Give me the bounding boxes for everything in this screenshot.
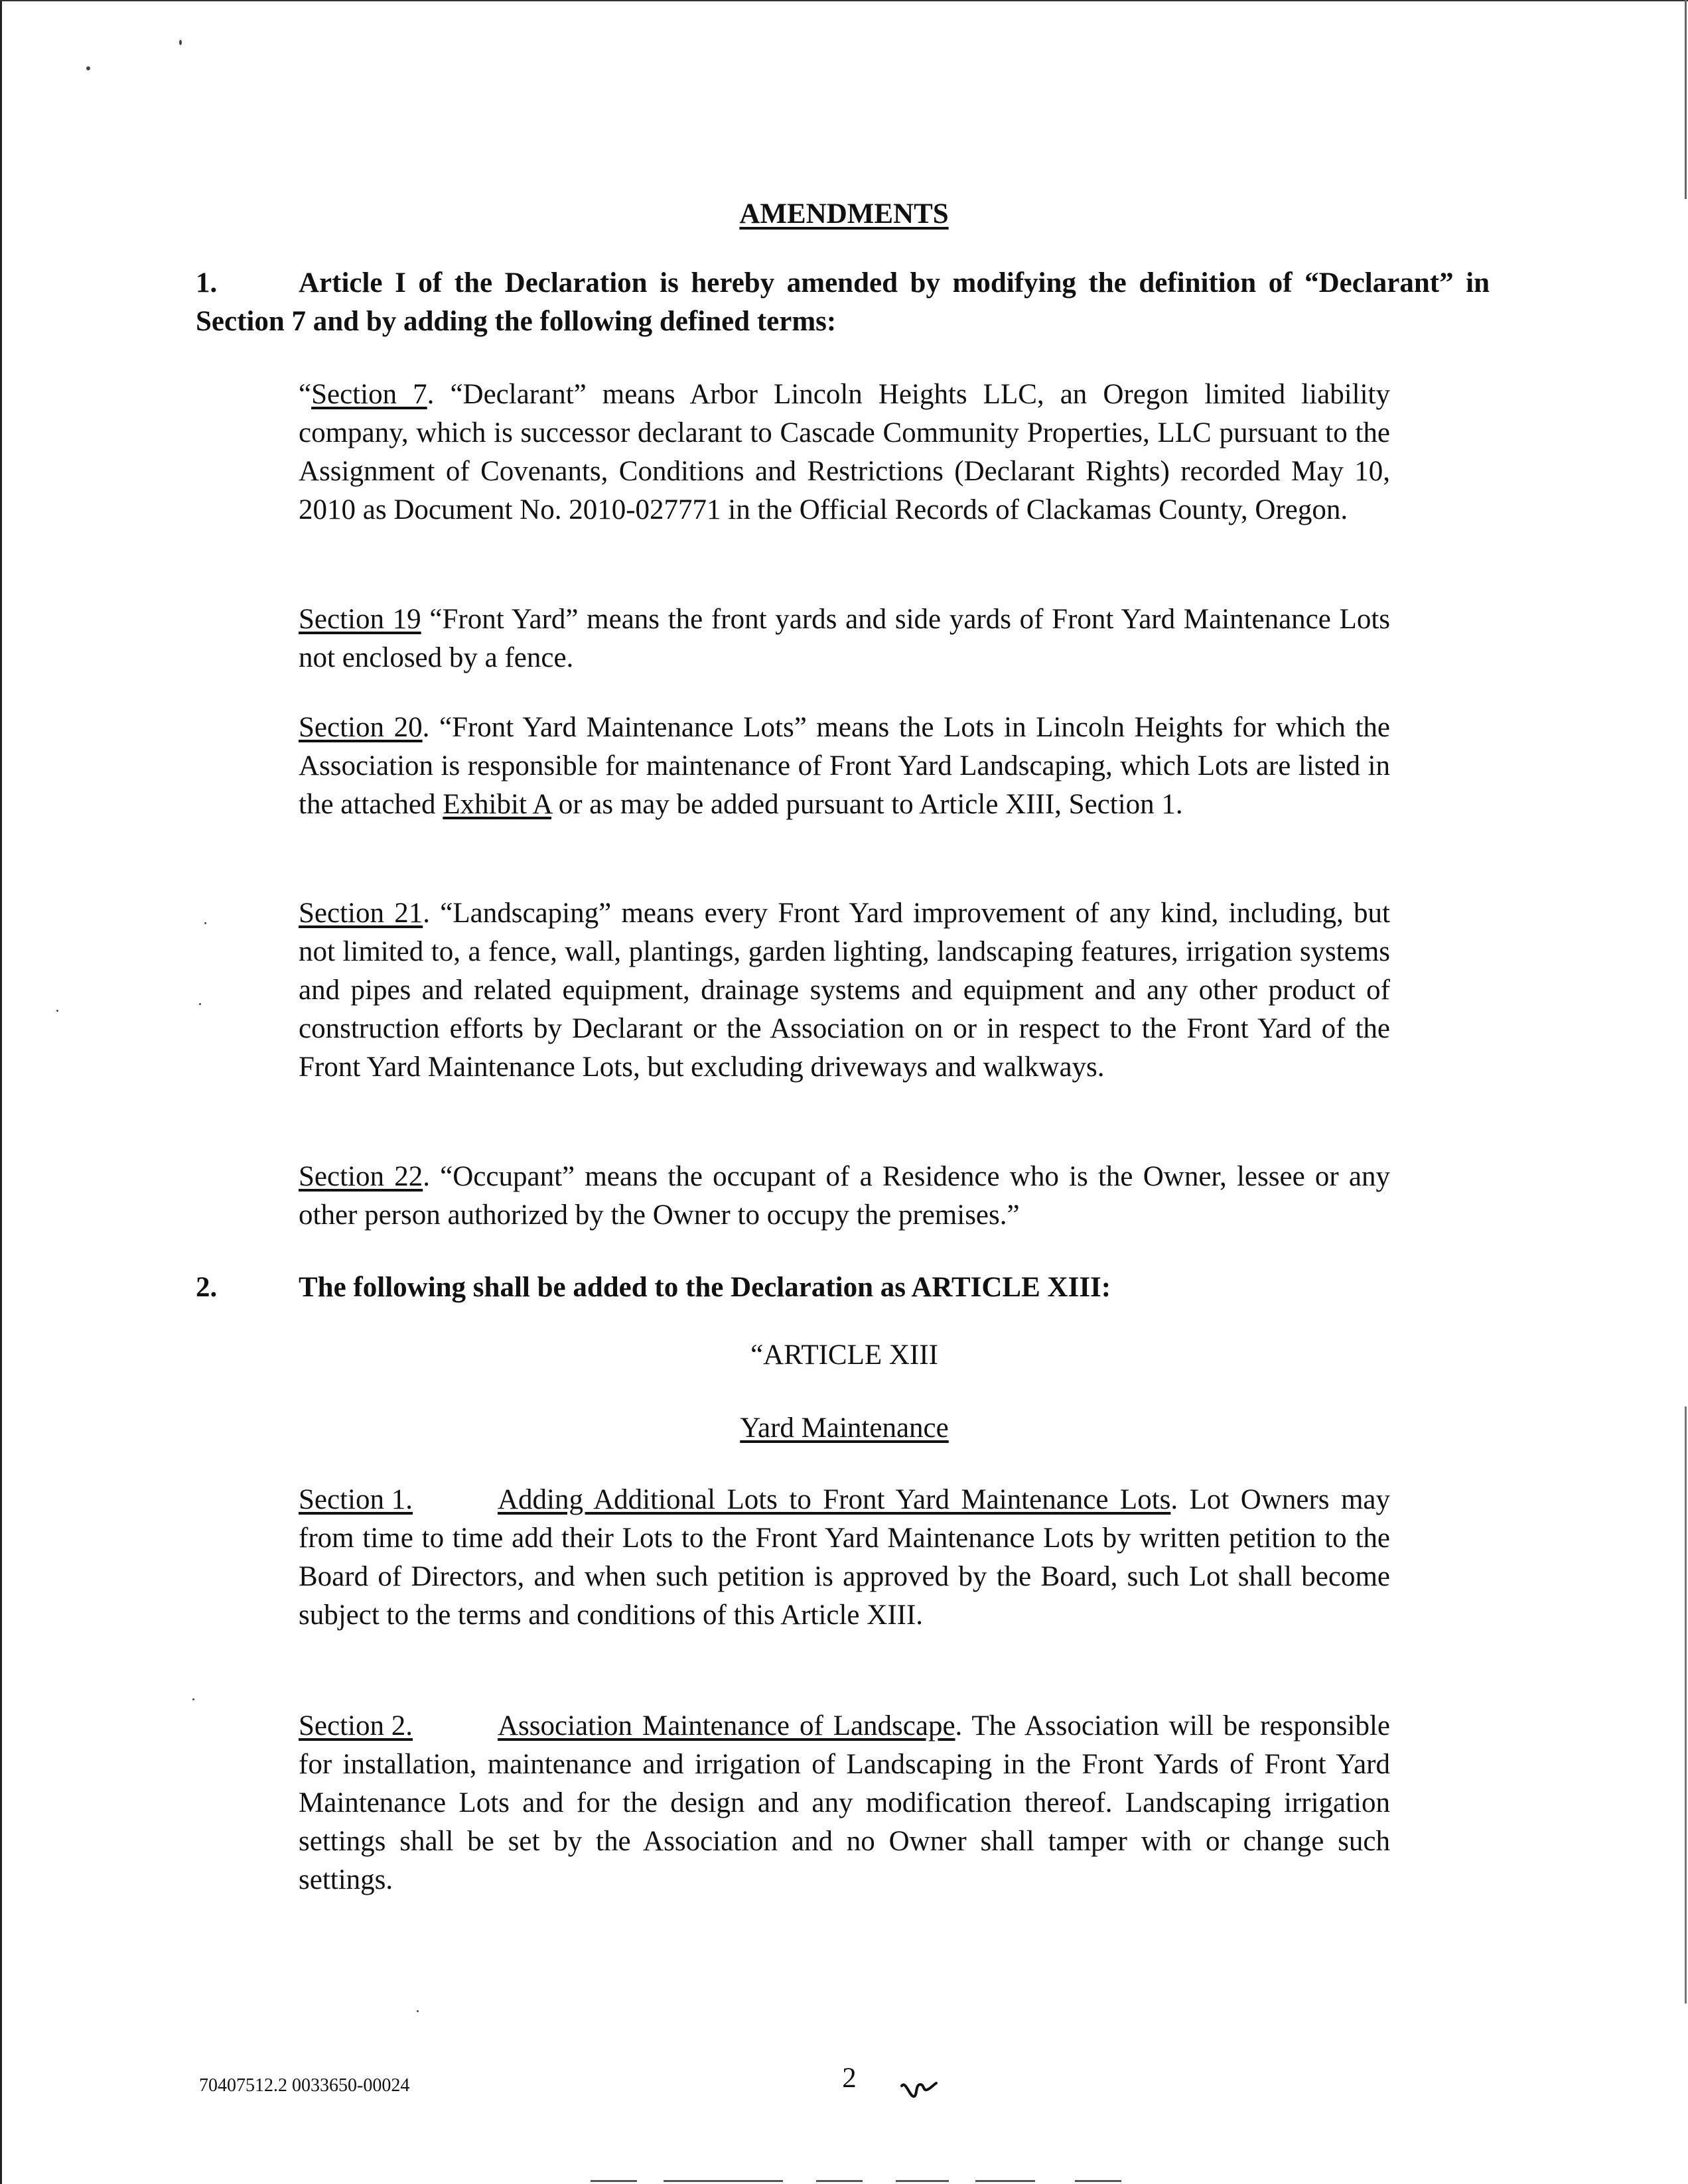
- section-text: . “Front Yard Maintenance Lots” means the Lots in Lincoln Heights for which the Association is responsible for maintenance of Front Yard Landscaping, which Lots are listed in the attached: [299, 712, 1390, 820]
- section-label: Section 19: [299, 604, 421, 635]
- section-7-paragraph: [299, 375, 1390, 529]
- section-label: Section 22: [299, 1161, 423, 1192]
- section-text: . Lot Owners may from time to time add their Lots to the Front Yard Maintenance Lots by written petition to the Board of Directors, and when such petition is approved by the Board, such Lot shall become subject to the terms and conditions of this Article XIII.: [299, 1484, 1390, 1631]
- section-19-paragraph: [299, 600, 1390, 677]
- item-number: 1.: [196, 267, 218, 299]
- section-21-paragraph: [299, 894, 1390, 1087]
- section-text-cont: or as may be added pursuant to Article XIII, Section 1.: [551, 789, 1183, 820]
- scan-dash: [975, 2180, 1035, 2182]
- scan-dash: [896, 2180, 949, 2182]
- page-number: 2: [842, 2063, 857, 2094]
- scan-dash: [591, 2180, 637, 2182]
- section-title: Association Maintenance of Landscape: [498, 1710, 955, 1741]
- section-label: Section 7: [311, 379, 427, 410]
- article-subheading-row: [299, 1412, 1390, 1444]
- open-quote: “: [299, 379, 312, 410]
- scan-edge-left: [0, 0, 2, 2184]
- article-section-2-paragraph: [299, 1707, 1390, 1899]
- handwritten-initial: [899, 2077, 939, 2103]
- scan-edge-right-mid: [1685, 1406, 1687, 2004]
- section-label: Section 1.: [299, 1484, 413, 1515]
- article-subheading: Yard Maintenance: [740, 1412, 949, 1444]
- scan-dash: [664, 2180, 783, 2182]
- scan-speck: [199, 1003, 201, 1005]
- section-22-paragraph: [299, 1158, 1390, 1235]
- section-text: . “Declarant” means Arbor Lincoln Heights LLC, an Oregon limited liability company, which is successor declarant to Cascade Community Properties, LLC pursuant to the Assignment of Covenants, Conditions and Restrictions (Declarant Rights) recorded May 10, 2010 as Document No. 2010-027771 in the Official Records of Clackamas County, Oregon.: [299, 379, 1390, 525]
- page-title: AMENDMENTS: [739, 198, 949, 230]
- section-text: “Front Yard” means the front yards and side yards of Front Yard Maintenance Lots not enclosed by a fence.: [299, 604, 1390, 673]
- scan-speck: [56, 1010, 58, 1012]
- scan-speck: [192, 1698, 194, 1700]
- section-label: Section 20: [299, 712, 423, 743]
- document-id: 70407512.2 0033650-00024: [199, 2075, 410, 2096]
- article-section-1-paragraph: [299, 1481, 1390, 1635]
- section-label: Section 2.: [299, 1710, 413, 1741]
- scan-speck: [179, 40, 182, 45]
- section-text: . The Association will be responsible for installation, maintenance and irrigation of Landscaping in the Front Yards of Front Yard Maintenance Lots and for the design and any modification thereof. Landscaping irrigation settings shall be set by the Association and no Owner shall tamper with or change such settings.: [299, 1710, 1390, 1895]
- scan-edge-right-top: [1685, 0, 1687, 199]
- section-label: Section 21: [299, 898, 423, 929]
- section-text: . “Occupant” means the occupant of a Residence who is the Owner, lessee or any other person authorized by the Owner to occupy the premises.”: [299, 1161, 1390, 1231]
- section-20-paragraph: [299, 709, 1390, 824]
- scan-speck: [204, 922, 206, 924]
- item-text: Article I of the Declaration is hereby amended by modifying the definition of “Declarant” in Section 7 and by adding the following defined terms:: [196, 267, 1490, 337]
- scan-edge-top: [0, 0, 1688, 1]
- section-title: Adding Additional Lots to Front Yard Maintenance Lots: [498, 1484, 1171, 1515]
- scan-dash: [1075, 2180, 1121, 2182]
- amendment-item-1: [196, 264, 1490, 341]
- scan-speck: [86, 66, 90, 70]
- scan-dash: [816, 2180, 863, 2182]
- amendment-item-2: [196, 1268, 1490, 1307]
- article-heading: “ARTICLE XIII: [750, 1339, 938, 1371]
- item-number: 2.: [196, 1272, 218, 1303]
- section-text: . “Landscaping” means every Front Yard improvement of any kind, including, but not limited to, a fence, wall, plantings, garden lighting, landscaping features, irrigation systems and pipes and related equipment, drainage systems and equipment and any other product of construction efforts by Declarant or the Association on or in respect to the Front Yard of the Front Yard Maintenance Lots, but excluding driveways and walkways.: [299, 898, 1390, 1083]
- item-text: The following shall be added to the Declaration as ARTICLE XIII:: [299, 1272, 1111, 1303]
- exhibit-reference: Exhibit A: [443, 789, 551, 820]
- scan-speck: [417, 2010, 419, 2012]
